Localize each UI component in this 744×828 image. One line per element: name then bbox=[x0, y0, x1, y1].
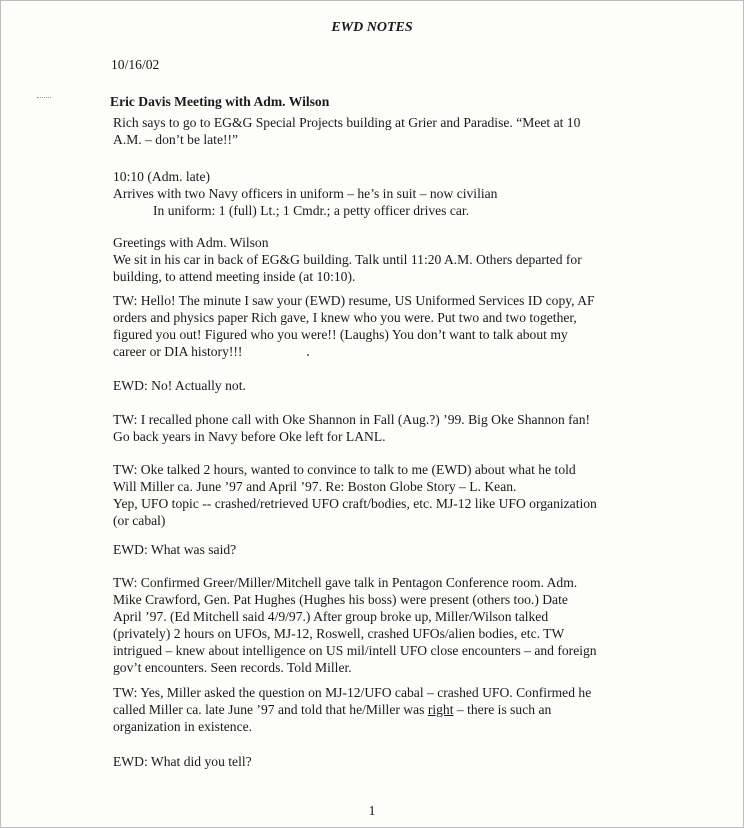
text-line: building, to attend meeting inside (at 10:10). bbox=[113, 269, 356, 284]
text-line: TW: Hello! The minute I saw your (EWD) resume, US Uniformed Services ID copy, AF bbox=[113, 293, 595, 308]
text-line: EWD: No! Actually not. bbox=[113, 378, 246, 393]
text-line: Will Miller ca. June ’97 and April ’97. Re: Boston Globe Story – L. Kean. bbox=[113, 479, 517, 494]
text-fragment: TW: Yes, Miller asked the question on MJ-12/UFO cabal – crashed UFO. Confirmed he bbox=[113, 685, 592, 700]
text-line: EWD: What did you tell? bbox=[113, 754, 252, 769]
paragraph-11 bbox=[113, 753, 623, 770]
paragraph-10 bbox=[113, 684, 623, 735]
paragraph-9 bbox=[113, 574, 623, 676]
paragraph-4 bbox=[113, 292, 623, 360]
paragraph-8 bbox=[113, 541, 623, 558]
paragraph-5 bbox=[113, 377, 623, 394]
text-line: (or cabal) bbox=[113, 513, 166, 528]
paragraph-1 bbox=[113, 114, 623, 148]
text-line: career or DIA history!!! bbox=[113, 344, 243, 359]
page-number: 1 bbox=[368, 804, 376, 819]
text-line: TW: I recalled phone call with Oke Shannon in Fall (Aug.?) ’99. Big Oke Shannon fan! bbox=[113, 412, 591, 427]
text-fragment: – there is such an bbox=[453, 702, 552, 717]
text-line: In uniform: 1 (full) Lt.; 1 Cmdr.; a petty officer drives car. bbox=[153, 203, 470, 218]
text-line: organization in existence. bbox=[113, 719, 253, 734]
text-line: (privately) 2 hours on UFOs, MJ-12, Roswell, crashed UFOs/alien bodies, etc. TW bbox=[113, 626, 565, 641]
text-line: TW: Confirmed Greer/Miller/Mitchell gave talk in Pentagon Conference room. Adm. bbox=[113, 575, 578, 590]
document-title: EWD NOTES bbox=[331, 20, 413, 35]
ink-dot bbox=[307, 354, 309, 356]
text-line: intrigued – knew about intelligence on US mil/intell UFO close encounters – and foreign bbox=[113, 643, 597, 658]
text-line: orders and physics paper Rich gave, I knew who you were. Put two and two together, bbox=[113, 310, 577, 325]
text-line: TW: Oke talked 2 hours, wanted to convince to talk to me (EWD) about what he told bbox=[113, 462, 576, 477]
text-line: Greetings with Adm. Wilson bbox=[113, 235, 269, 250]
text-line: 10:10 (Adm. late) bbox=[113, 169, 211, 184]
text-line: Arrives with two Navy officers in uniform – he’s in suit – now civilian bbox=[113, 186, 498, 201]
text-line: EWD: What was said? bbox=[113, 542, 237, 557]
meeting-heading: Eric Davis Meeting with Adm. Wilson bbox=[110, 94, 330, 109]
paragraph-7 bbox=[113, 461, 623, 529]
text-line: We sit in his car in back of EG&G building. Talk until 11:20 A.M. Others departed for bbox=[113, 252, 582, 267]
underlined-word: right bbox=[427, 702, 454, 717]
text-line: Go back years in Navy before Oke left for LANL. bbox=[113, 429, 386, 444]
text-line: April ’97. (Ed Mitchell said 4/9/97.) After group broke up, Miller/Wilson talked bbox=[113, 609, 549, 624]
text-line: Rich says to go to EG&G Special Projects building at Grier and Paradise. “Meet at 10 bbox=[113, 115, 581, 130]
text-line: gov’t encounters. Seen records. Told Miller. bbox=[113, 660, 352, 675]
text-line: A.M. – don’t be late!!” bbox=[113, 132, 239, 147]
text-line bbox=[113, 701, 623, 718]
text-line: Mike Crawford, Gen. Pat Hughes (Hughes his boss) were present (others too.) Date bbox=[113, 592, 568, 607]
paragraph-2 bbox=[113, 168, 623, 219]
text-line bbox=[113, 684, 623, 701]
note-date: 10/16/02 bbox=[111, 57, 160, 72]
text-fragment: called Miller ca. late June ’97 and told that he/Miller was bbox=[113, 702, 428, 717]
text-line: Yep, UFO topic -- crashed/retrieved UFO craft/bodies, etc. MJ-12 like UFO organization bbox=[113, 496, 597, 511]
paragraph-3 bbox=[113, 234, 623, 285]
scan-speck bbox=[37, 97, 51, 100]
text-line: figured you out! Figured who you were!! (Laughs) You don’t want to talk about my bbox=[113, 327, 568, 342]
paragraph-6 bbox=[113, 411, 623, 445]
